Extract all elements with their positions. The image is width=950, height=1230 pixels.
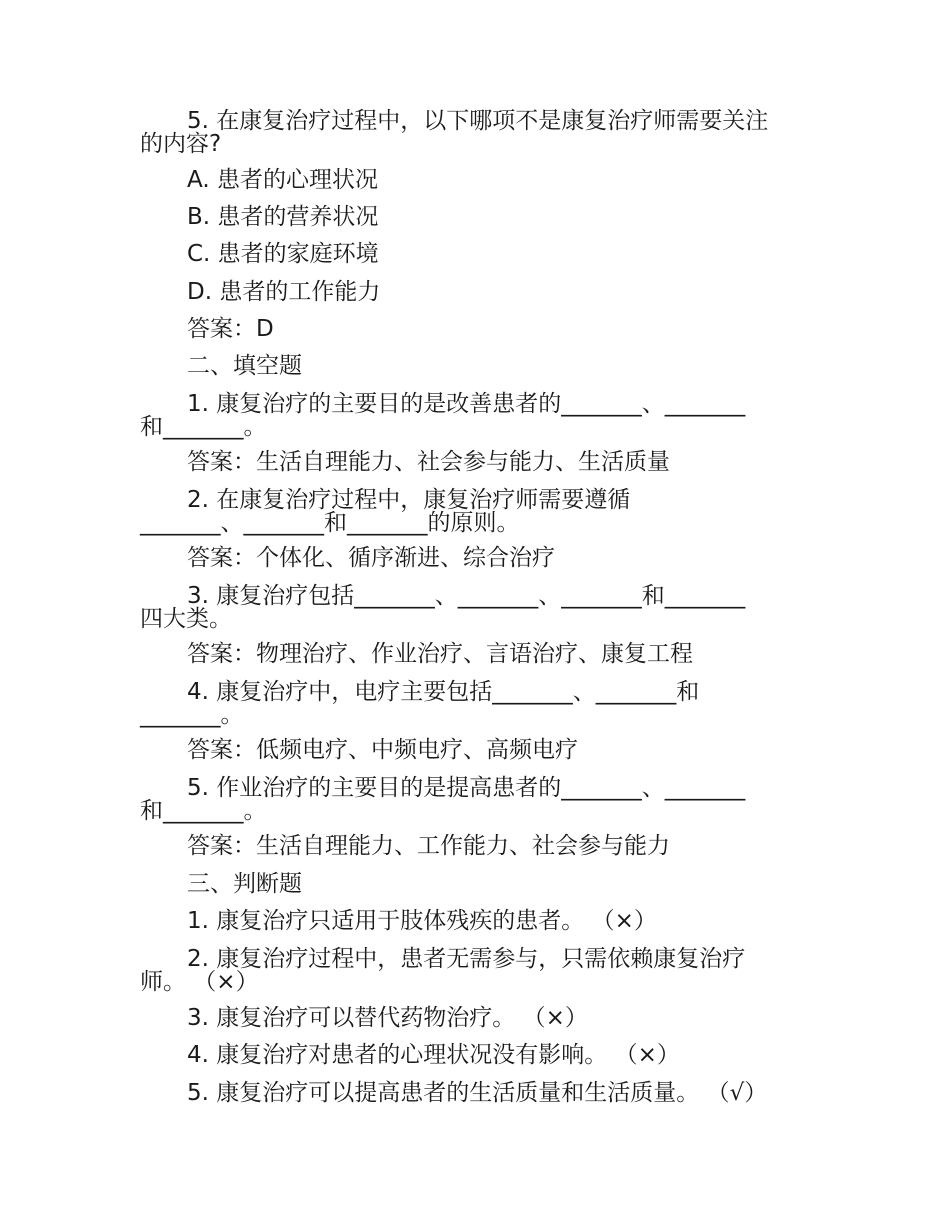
judge-question-2-line-1: 2. 康复治疗过程中，患者无需参与，只需依赖康复治疗 bbox=[187, 946, 746, 972]
mc-option-d: D. 患者的工作能力 bbox=[187, 279, 381, 305]
mc-option-c: C. 患者的家庭环境 bbox=[187, 241, 379, 267]
fill-answer-5: 答案：生活自理能力、工作能力、社会参与能力 bbox=[187, 833, 670, 859]
mc-answer: 答案：D bbox=[187, 316, 274, 342]
fill-question-5-line-2: 和_______。 bbox=[140, 798, 267, 824]
fill-question-4-line-2: _______。 bbox=[140, 702, 244, 728]
fill-answer-4: 答案：低频电疗、中频电疗、高频电疗 bbox=[187, 737, 578, 763]
fill-question-4-line-1: 4. 康复治疗中，电疗主要包括_______、_______和 bbox=[187, 679, 700, 705]
fill-answer-1: 答案：生活自理能力、社会参与能力、生活质量 bbox=[187, 449, 670, 475]
section-title-true-false: 三、判断题 bbox=[187, 871, 302, 897]
fill-answer-2: 答案：个体化、循序渐进、综合治疗 bbox=[187, 545, 555, 571]
fill-question-1-line-1: 1. 康复治疗的主要目的是改善患者的_______、_______ bbox=[187, 391, 746, 417]
mc-option-b: B. 患者的营养状况 bbox=[187, 204, 379, 230]
mc-question-5-line-1: 5. 在康复治疗过程中，以下哪项不是康复治疗师需要关注 bbox=[187, 108, 769, 134]
judge-question-4: 4. 康复治疗对患者的心理状况没有影响。 （×） bbox=[187, 1042, 680, 1068]
judge-question-2-line-2: 师。 （×） bbox=[140, 969, 259, 995]
judge-question-3: 3. 康复治疗可以替代药物治疗。 （×） bbox=[187, 1005, 588, 1031]
fill-question-5-line-1: 5. 作业治疗的主要目的是提高患者的_______、_______ bbox=[187, 775, 746, 801]
judge-question-1: 1. 康复治疗只适用于肢体残疾的患者。 （×） bbox=[187, 908, 657, 934]
mc-question-5-line-2: 的内容? bbox=[140, 131, 222, 157]
judge-question-5: 5. 康复治疗可以提高患者的生活质量和生活质量。 （√） bbox=[187, 1080, 768, 1106]
fill-question-3-line-1: 3. 康复治疗包括_______、_______、_______和_______ bbox=[187, 583, 746, 609]
mc-option-a: A. 患者的心理状况 bbox=[187, 167, 378, 193]
section-title-fill-in: 二、填空题 bbox=[187, 353, 302, 379]
fill-question-2-line-2: _______、_______和_______的原则。 bbox=[140, 510, 520, 536]
fill-question-1-line-2: 和_______。 bbox=[140, 414, 267, 440]
fill-question-3-line-2: 四大类。 bbox=[140, 606, 232, 632]
fill-answer-3: 答案：物理治疗、作业治疗、言语治疗、康复工程 bbox=[187, 641, 693, 667]
fill-question-2-line-1: 2. 在康复治疗过程中，康复治疗师需要遵循 bbox=[187, 487, 631, 513]
